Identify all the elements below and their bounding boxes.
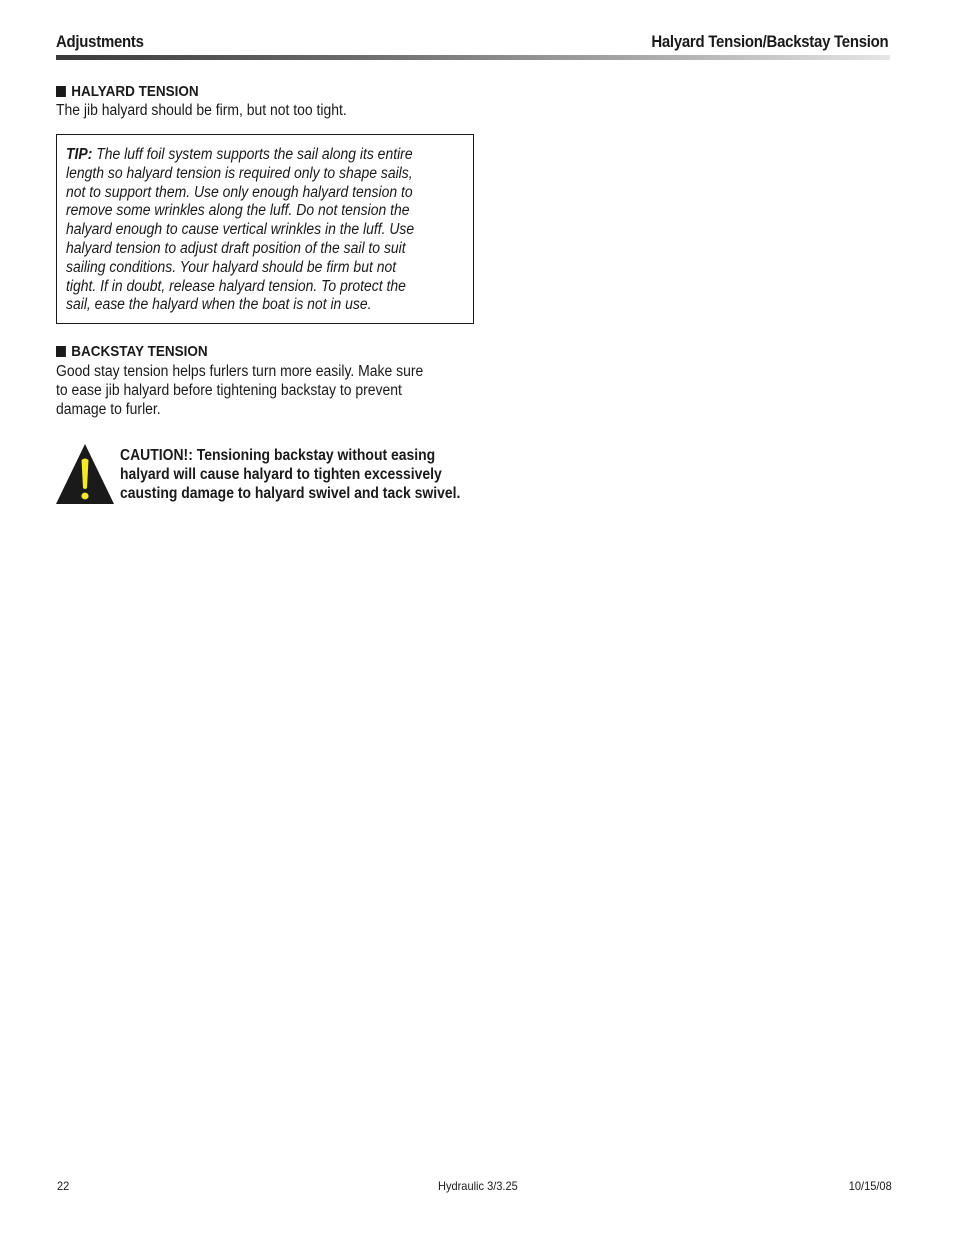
tip-line-5: halyard enough to cause vertical wrinkles in the luff. Use [66,221,415,239]
halyard-tension-heading-text: HALYARD TENSION [71,83,199,100]
backstay-line-3: damage to furler. [56,401,161,418]
square-bullet-icon [56,346,66,357]
exclamation-dot [81,493,88,500]
tip-line-1 [66,146,414,165]
tip-line-4: remove some wrinkles along the luff. Do not tension the [66,202,410,220]
footer-date: 10/15/08 [849,1179,892,1193]
tip-line-7: sailing conditions. Your halyard should be firm but not [66,258,397,276]
tip-line-8: tight. If in doubt, release halyard tension. To protect the [66,277,406,295]
tip-line-6: halyard tension to adjust draft position of the sail to suit [66,239,406,257]
header-topic-title: Halyard Tension/Backstay Tension [650,32,888,51]
tip-line-1-text: The luff foil system supports the sail along its entire [92,146,413,163]
tip-line-3: not to support them. Use only enough halyard tension to [66,183,413,201]
halyard-tension-heading [56,83,199,100]
header-section-title: Adjustments [56,32,144,51]
caution-line-2: halyard will cause halyard to tighten excessively [120,466,442,483]
backstay-tension-heading-text: BACKSTAY TENSION [71,343,208,360]
tip-label: TIP: [66,146,93,163]
tip-line-9: sail, ease the halyard when the boat is not in use. [66,296,372,314]
caution-line-1: CAUTION!: Tensioning backstay without easing [120,447,436,464]
tip-text [66,146,414,315]
caution-text [120,446,460,503]
footer-page-number: 22 [57,1179,70,1193]
caution-line-3: causting damage to halyard swivel and tack swivel. [120,485,461,502]
tip-line-2: length so halyard tension is required only to shape sails, [66,164,413,182]
footer-product: Hydraulic 3/3.25 [438,1179,518,1193]
backstay-line-2: to ease jib halyard before tightening backstay to prevent [56,382,402,399]
square-bullet-icon [56,86,66,97]
backstay-line-1: Good stay tension helps furlers turn more easily. Make sure [56,363,424,380]
header-rule [56,55,890,60]
backstay-tension-heading [56,343,208,360]
backstay-tension-body [56,362,423,419]
halyard-tension-body: The jib halyard should be firm, but not too tight. [56,102,347,119]
tip-box [56,134,474,324]
warning-triangle-icon [55,443,115,505]
